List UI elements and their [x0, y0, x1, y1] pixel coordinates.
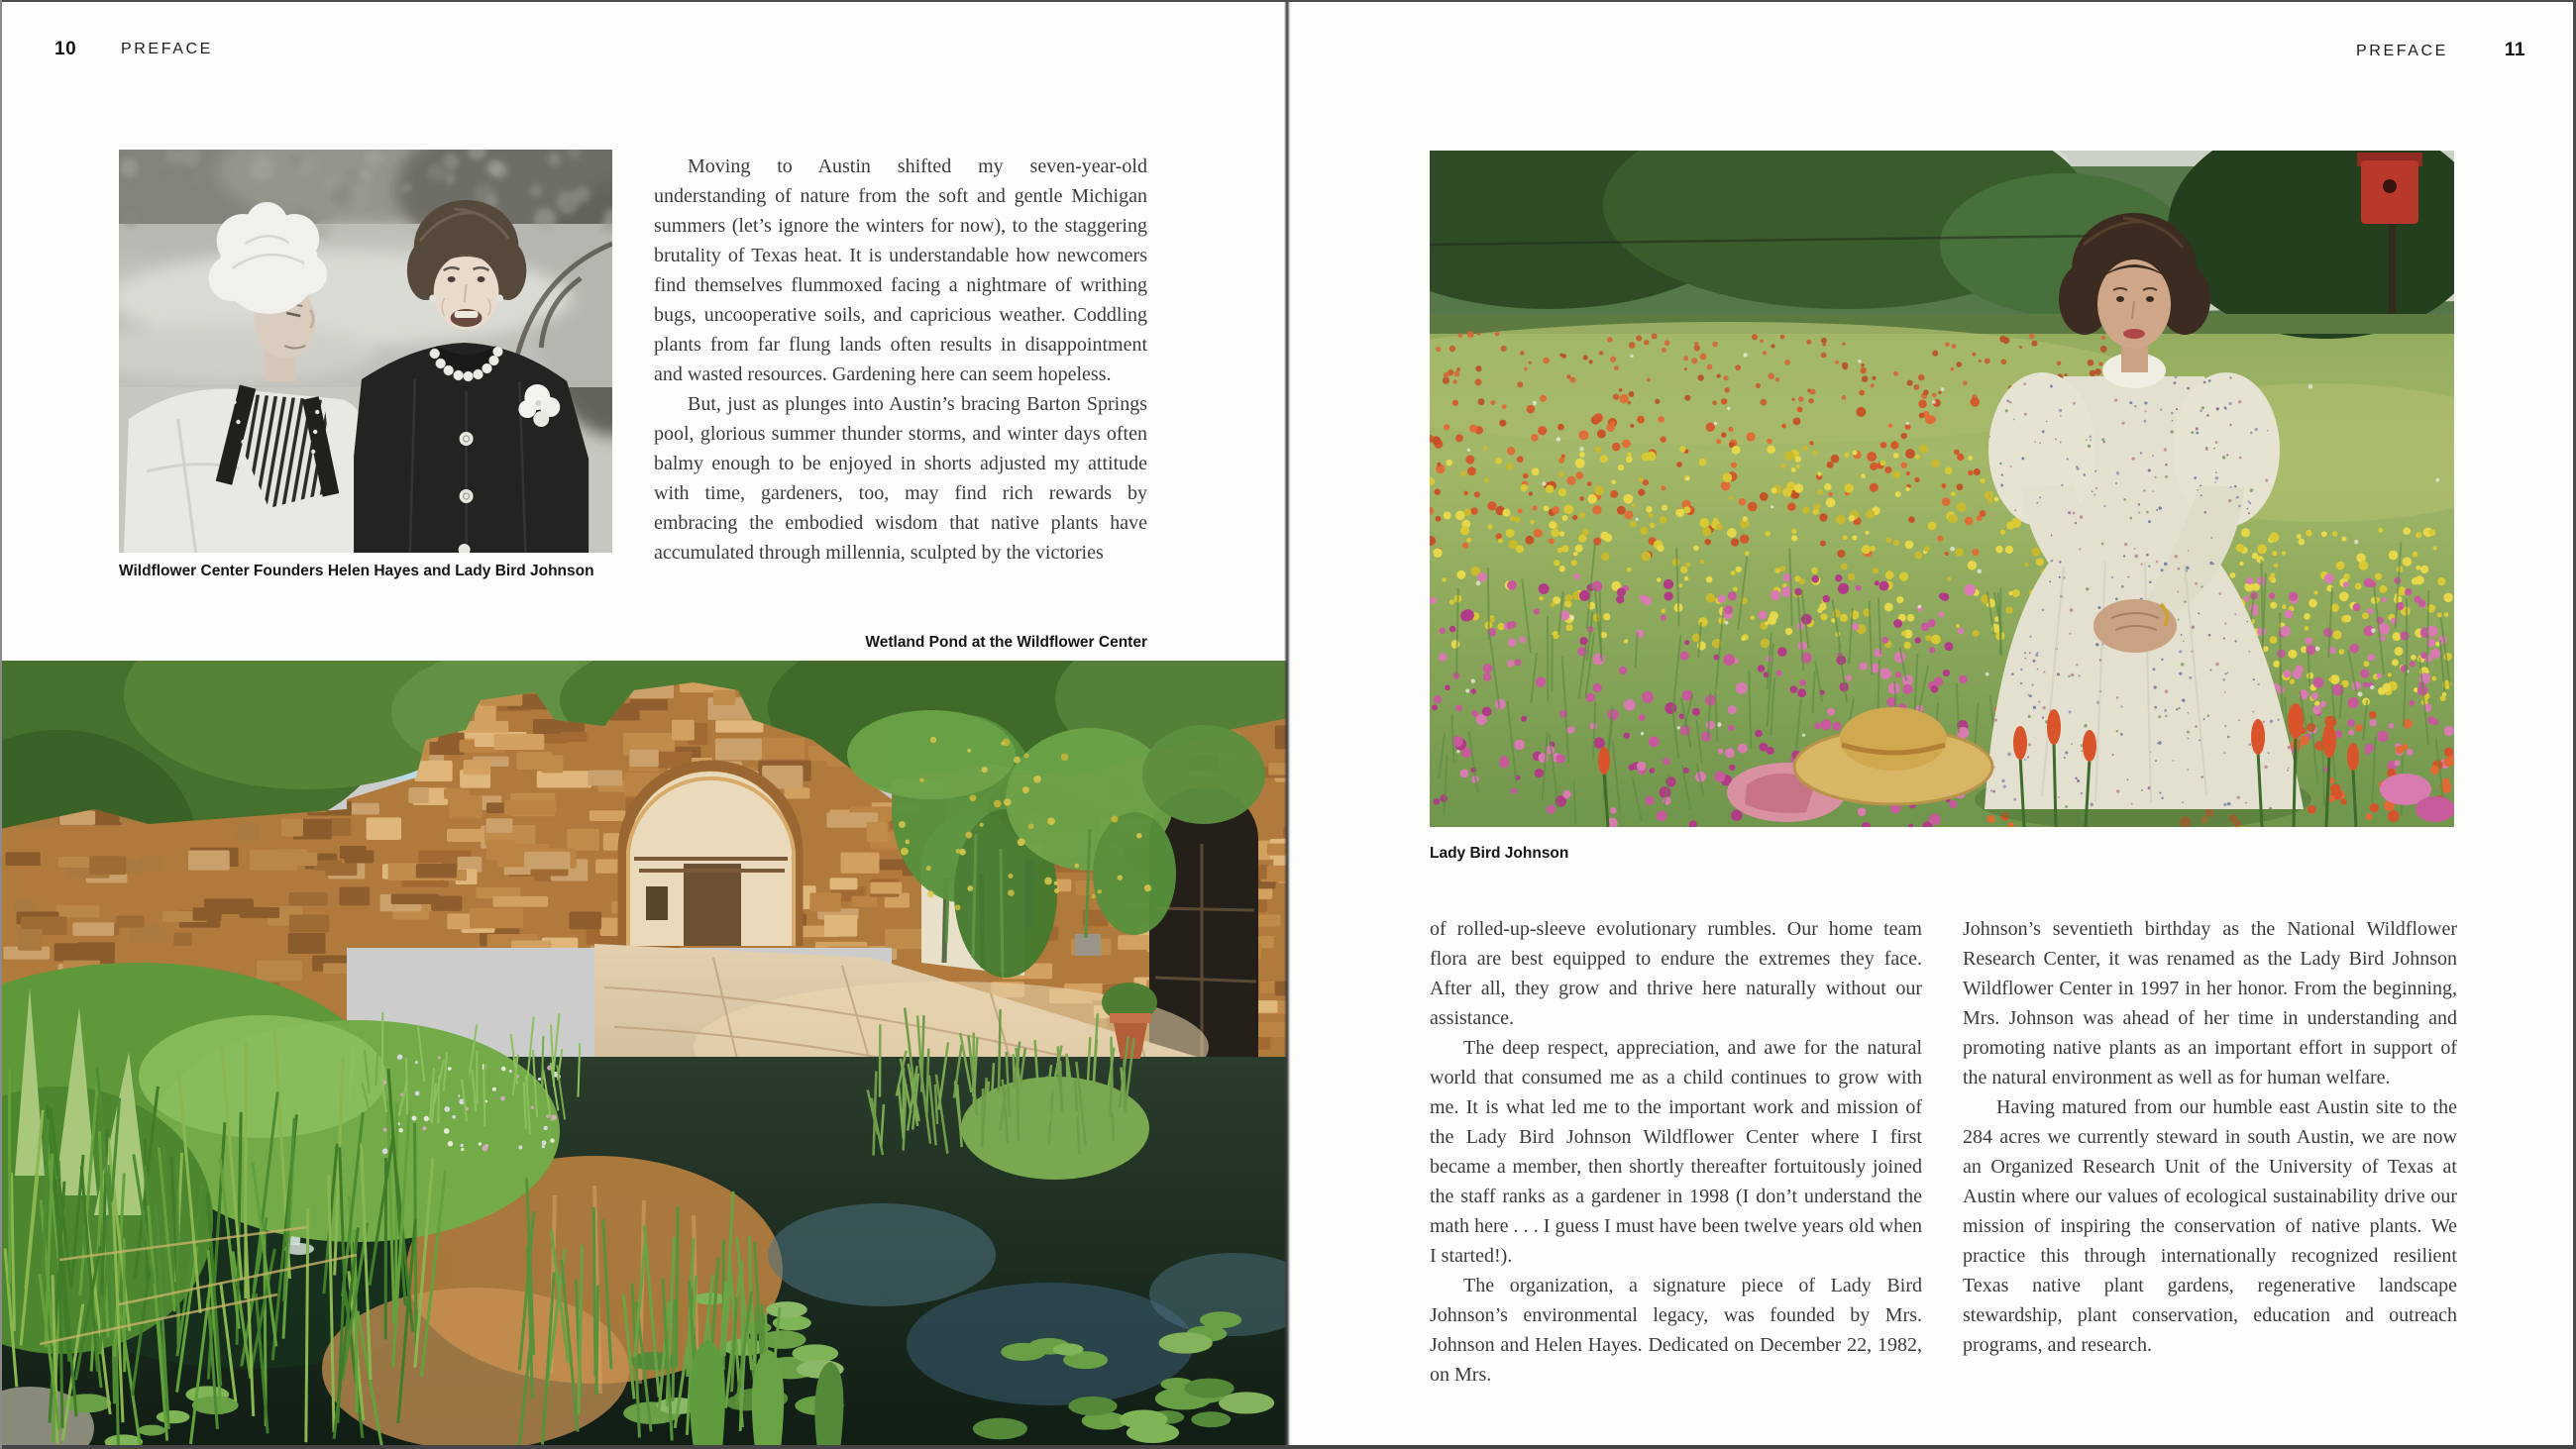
lady-bird-photo-caption: Lady Bird Johnson	[1430, 845, 1569, 862]
right-page-header	[2356, 40, 2525, 61]
paragraph: Having matured from our humble east Austin site to the 284 acres we currently steward in south Austin, we are now an Organized Research Unit of the University of Texas at Austin where our values of ecological sustainability drive our mission of inspiring the conservation of native plants. We practice this through internationally recognized resilient Texas native plant gardens, regenerative landscape stewardship, plant conservation, education and outreach programs, and research.	[1963, 1096, 2457, 1356]
right-body-column-2	[1963, 914, 2457, 1360]
paragraph: The deep respect, appreciation, and awe for the natural world that consumed me as a child continues to grow with me. It is what led me to the important work and mission of the Lady Bird Johnson Wildflower Center where I first became a member, then shortly thereafter fortuitously joined the staff ranks as a gardener in 1998 (I don’t understand the math here . . . I guess I must have been twelve years old when I started!).	[1430, 1037, 1922, 1267]
left-page-folio: 10	[54, 39, 77, 59]
right-running-head: PREFACE	[2356, 43, 2448, 59]
founders-photo-caption: Wildflower Center Founders Helen Hayes and Lady Bird Johnson	[119, 563, 594, 579]
founders-photo-art	[119, 150, 612, 553]
trim-edge-bottom	[0, 1445, 2576, 1449]
lady-bird-photo	[1430, 151, 2454, 827]
wetland-pond-art	[0, 661, 1288, 1449]
paragraph: The organization, a signature piece of Lady Bird Johnson’s environmental legacy, was founded by Mrs. Johnson and Helen Hayes. Dedicated on December 22, 1982, on Mrs.	[1430, 1275, 1922, 1386]
paragraph: Johnson’s seventieth birthday as the National Wildflower Research Center, it was renamed as the Lady Bird Johnson Wildflower Center in 1997 in her honor. From the beginning, Mrs. Johnson was ahead of her time in understanding and promoting native plants as an important effort in support of the natural environment as well as for human welfare.	[1963, 918, 2457, 1088]
right-body-column-1	[1430, 914, 1922, 1390]
paragraph: But, just as plunges into Austin’s bracing Barton Springs pool, glorious summer thunder storms, and winter days often balmy enough to be enjoyed in shorts adjusted my attitude with time, gardeners, too, may find rich rewards by embracing the embodied wisdom that native plants have accumulated through millennia, sculpted by the victories	[654, 393, 1147, 564]
left-running-head: PREFACE	[121, 41, 213, 57]
left-body-column	[654, 152, 1147, 568]
paragraph: of rolled-up-sleeve evolutionary rumbles. Our home team flora are best equipped to endure the extremes they face. After all, they grow and thrive here naturally without our assistance.	[1430, 918, 1922, 1029]
right-page-folio: 11	[2504, 40, 2525, 60]
wetland-photo-caption: Wetland Pond at the Wildflower Center	[865, 634, 1147, 651]
trim-edge-top	[0, 0, 2576, 2]
tree-background	[1430, 151, 2454, 339]
founders-photo	[119, 150, 612, 553]
wetland-pond-photo	[0, 661, 1288, 1449]
birdhouse	[2357, 153, 2422, 224]
paragraph: Moving to Austin shifted my seven-year-old understanding of nature from the soft and gentle Michigan summers (let’s ignore the winters for now), to the staggering brutality of Texas heat. It is understandable how newcomers find themselves flummoxed facing a nightmare of writhing bugs, uncooperative soils, and capricious weather. Coddling plants from far flung lands often results in disappointment and wasted resources. Gardening here can seem hopeless.	[654, 155, 1147, 385]
trim-edge-left	[0, 0, 2, 1449]
spine-gutter	[1284, 0, 1291, 1449]
main-arch	[623, 766, 798, 946]
lady-bird-photo-art	[1430, 151, 2454, 827]
